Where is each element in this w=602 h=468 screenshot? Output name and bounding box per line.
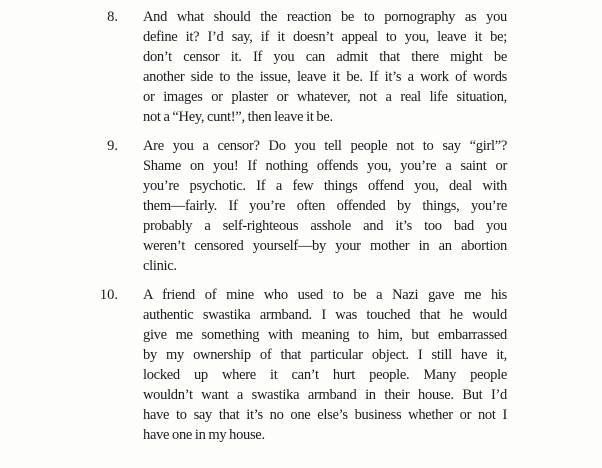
text-line: have to say that it’s no one else’s business whether or not I: [143, 407, 507, 423]
text-line: A friend of mine who used to be a Nazi gave me his: [143, 287, 507, 303]
item-number: 10.: [99, 287, 118, 303]
text-line: you’re psychotic. If a few things offend you, deal with: [143, 178, 507, 194]
text-line: or images or plaster or whatever, not a real life situation,: [143, 89, 507, 105]
text-line: them—fairly. If you’re often offended by things, you’re: [143, 198, 507, 214]
list-item: [0, 7, 602, 127]
text-line: Shame on you! If nothing offends you, you’re a saint or: [143, 158, 507, 174]
text-line: don’t censor it. If you can admit that there might be: [143, 49, 507, 65]
list-item: [0, 285, 602, 445]
item-number: 9.: [107, 138, 118, 154]
text-line: give me something with meaning to him, but embarrassed: [143, 327, 507, 343]
text-line: by my ownership of that particular object. I still have it,: [143, 347, 507, 363]
text-line: clinic.: [143, 258, 177, 274]
text-line: Are you a censor? Do you tell people not to say “girl”?: [143, 138, 507, 154]
list-item: [0, 136, 602, 276]
text-line: weren’t censored yourself—by your mother in an abortion: [143, 238, 507, 254]
item-text: [143, 285, 507, 445]
item-text: [143, 7, 507, 127]
text-line: define it? I’d say, if it doesn’t appeal to you, leave it be;: [143, 29, 507, 45]
numbered-list: [0, 7, 602, 445]
text-line: And what should the reaction be to pornography as you: [143, 9, 507, 25]
text-line: wouldn’t want a swastika armband in their house. But I’d: [143, 387, 507, 403]
text-line: authentic swastika armband. I was touched that he would: [143, 307, 507, 323]
item-text: [143, 136, 507, 276]
text-line: have one in my house.: [143, 427, 265, 443]
text-line: another side to the issue, leave it be. If it’s a work of words: [143, 69, 507, 85]
item-number: 8.: [107, 9, 118, 25]
text-line: not a “Hey, cunt!”, then leave it be.: [143, 109, 333, 125]
text-line: locked up where it can’t hurt people. Many people: [143, 367, 507, 383]
text-line: probably a self-righteous asshole and it’s too bad you: [143, 218, 507, 234]
